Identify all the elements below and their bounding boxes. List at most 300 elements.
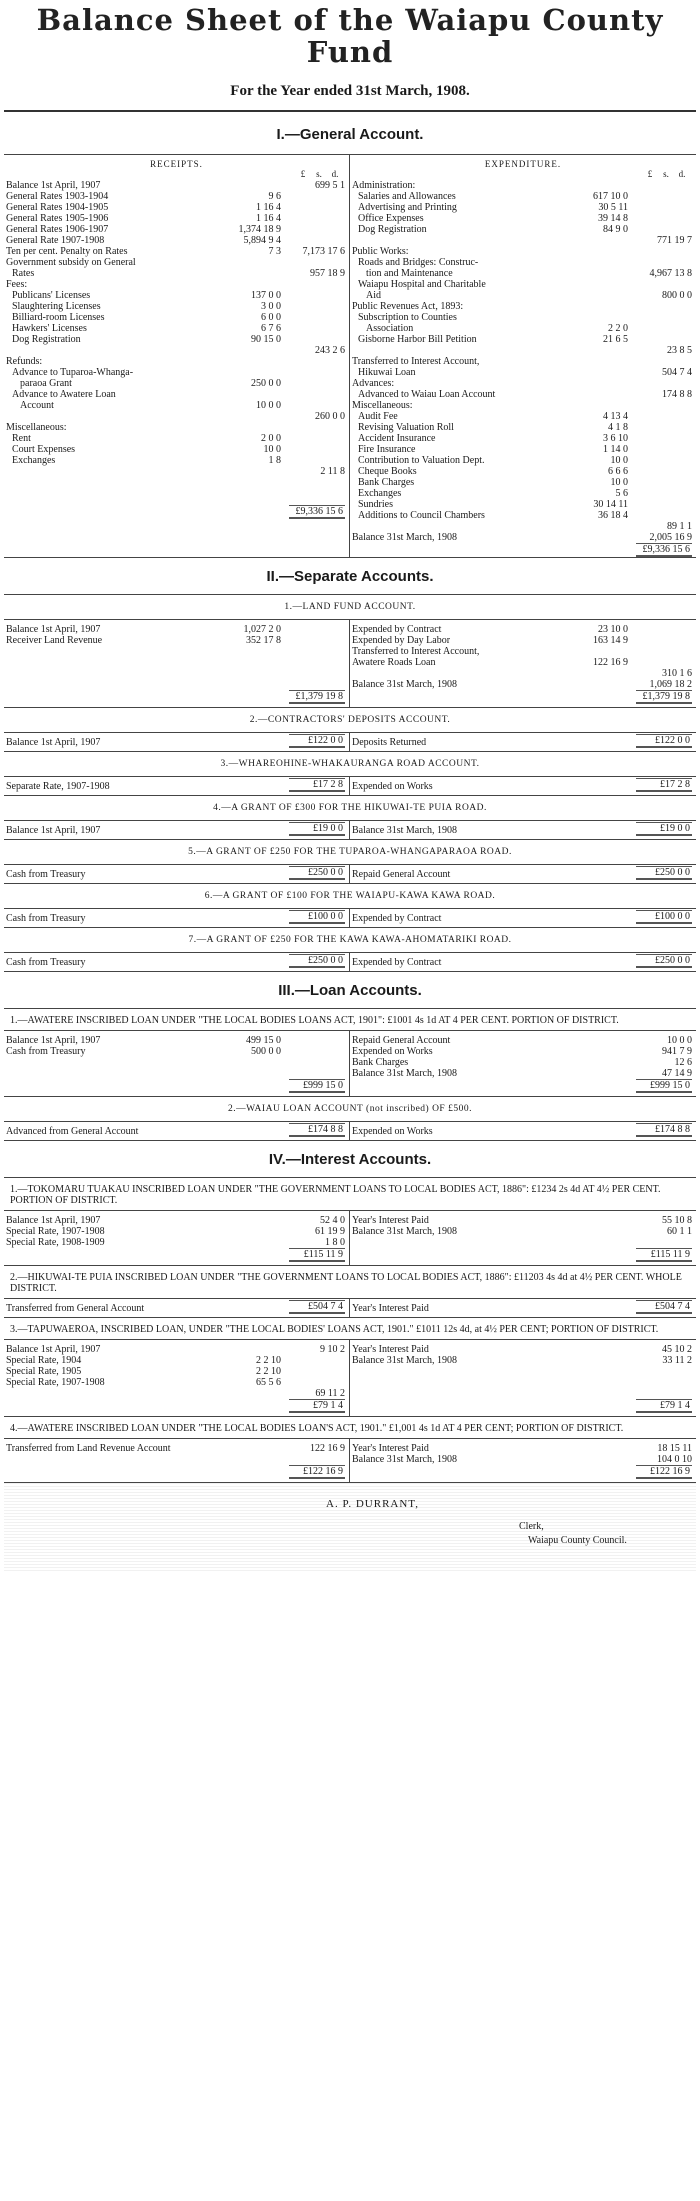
ledger-line (352, 499, 694, 510)
signatory-name: A. P. DURRANT, (326, 1498, 419, 1510)
line-label: General Rates 1906-1907 (6, 224, 109, 235)
line-label: Balance 31st March, 1908 (352, 1454, 457, 1465)
ledger-line (352, 312, 694, 323)
line-amount: 36 18 4 (598, 510, 628, 521)
line-label: Advance to Tuparoa-Whanga- (12, 367, 134, 378)
ledger-line (352, 356, 694, 367)
expenditure-lines (352, 180, 694, 543)
line-subtotal: 310 1 6 (662, 668, 692, 679)
debit-side (4, 821, 350, 839)
line-label: Balance 31st March, 1908 (352, 1355, 457, 1366)
ledger-line (352, 334, 694, 345)
credit-side (350, 1031, 696, 1096)
line-amount: 1 14 0 (603, 444, 628, 455)
line-label: Court Expenses (12, 444, 76, 455)
line-amount: 3 6 10 (603, 433, 628, 444)
line-amount: 163 14 9 (593, 635, 628, 646)
line-label: Exchanges (12, 455, 56, 466)
line-amount: 5 6 (615, 488, 628, 499)
line-label: Government subsidy on General (6, 257, 136, 268)
ledger-line (6, 334, 347, 345)
ledger-line (6, 411, 347, 422)
line-amount: 10 0 (610, 477, 628, 488)
line-amount: 2 2 0 (608, 323, 628, 334)
account-block (4, 928, 696, 972)
line-label: Year's Interest Paid (352, 1344, 429, 1355)
line-amount: 9 6 (268, 191, 281, 202)
ledger-line (352, 389, 694, 400)
line-label: Revising Valuation Roll (358, 422, 454, 433)
account-title: 1.—LAND FUND ACCOUNT. (284, 602, 416, 612)
line-label: Transferred to Interest Account, (352, 356, 480, 367)
line-amount: 30 5 11 (598, 202, 628, 213)
line-label: Balance 1st April, 1907 (6, 825, 101, 836)
ledger-line (352, 646, 694, 657)
line-label: Advanced to Waiau Loan Account (358, 389, 496, 400)
line-label: Special Rate, 1908-1909 (6, 1237, 105, 1248)
ledger-line (352, 1226, 694, 1237)
ledger-line (6, 433, 347, 444)
ledger-line (352, 268, 694, 279)
ledger-line (352, 1057, 694, 1068)
account-total: £250 0 0 (636, 954, 692, 968)
ledger-line (352, 510, 694, 521)
ledger-line (352, 521, 694, 532)
ledger-line (6, 400, 347, 411)
line-label: Additions to Council Chambers (358, 510, 485, 521)
ledger-line (352, 345, 694, 356)
line-label: Balance 31st March, 1908 (352, 532, 457, 543)
section-heading-loan: III.—Loan Accounts. (278, 982, 422, 999)
line-label: Hawkers' Licenses (12, 323, 87, 334)
account-total: £250 0 0 (289, 954, 345, 968)
account-total: £115 11 9 (636, 1248, 692, 1262)
debit-side (4, 777, 350, 795)
account-title: 7.—A GRANT OF £250 FOR THE KAWA KAWA-AHOMATARIKI ROAD. (188, 935, 512, 945)
account-total: £999 15 0 (636, 1079, 692, 1093)
account-total: £19 0 0 (289, 822, 345, 836)
ledger-line (6, 367, 347, 378)
credit-side (350, 1211, 696, 1265)
ledger-line (6, 356, 347, 367)
line-subtotal: 1,069 18 2 (649, 679, 692, 690)
ledger-line (352, 1355, 694, 1366)
line-label: Gisborne Harbor Bill Petition (358, 334, 477, 345)
line-label: Repaid General Account (352, 1035, 451, 1046)
line-amount: 90 15 0 (251, 334, 281, 345)
account-total: £250 0 0 (289, 866, 345, 880)
line-label: Year's Interest Paid (352, 1303, 429, 1314)
line-label: Dog Registration (358, 224, 427, 235)
ledger-line (6, 1443, 347, 1454)
line-subtotal: 60 1 1 (667, 1226, 692, 1237)
line-subtotal: 12 6 (674, 1057, 692, 1068)
account-title: 4.—AWATERE INSCRIBED LOAN UNDER "THE LOCAL BODIES LOAN'S ACT, 1901." £1,001 4s 1d AT 4 PER CENT; PORTION OF DISTRICT. (10, 1423, 624, 1434)
line-label: Cash from Treasury (6, 913, 86, 924)
debit-side (4, 1340, 350, 1416)
ledger-line (6, 466, 347, 477)
account-total: £79 1 4 (289, 1399, 345, 1413)
ledger-line (352, 378, 694, 389)
line-amount: 137 0 0 (251, 290, 281, 301)
line-subtotal: 61 19 9 (315, 1226, 345, 1237)
line-amount: 2 0 0 (261, 433, 281, 444)
line-label: Miscellaneous: (6, 422, 67, 433)
line-label: Rates (12, 268, 35, 279)
line-label: Transferred from Land Revenue Account (6, 1443, 171, 1454)
line-label: Public Works: (352, 246, 409, 257)
ledger-line (352, 1068, 694, 1079)
ledger-line (352, 224, 694, 235)
section-heading-general: I.—General Account. (276, 126, 424, 143)
line-subtotal: 23 8 5 (667, 345, 692, 356)
line-subtotal: 2,005 16 9 (649, 532, 692, 543)
ledger-line (6, 1344, 347, 1355)
account-block (4, 884, 696, 928)
line-subtotal: 957 18 9 (310, 268, 345, 279)
line-label: Cash from Treasury (6, 957, 86, 968)
line-amount: 23 10 0 (598, 624, 628, 635)
line-amount: 1 16 4 (256, 202, 281, 213)
line-label: Bank Charges (358, 477, 415, 488)
debit-side (4, 865, 350, 883)
line-label: Expended by Contract (352, 913, 442, 924)
line-label: Balance 31st March, 1908 (352, 825, 457, 836)
account-total: £250 0 0 (636, 866, 692, 880)
ledger-line (6, 1226, 347, 1237)
line-label: Expended by Contract (352, 624, 442, 635)
ledger-line (6, 444, 347, 455)
ledger-line (6, 455, 347, 466)
credit-side (350, 1340, 696, 1416)
line-amount: 2 2 10 (256, 1366, 281, 1377)
line-amount: 4 13 4 (603, 411, 628, 422)
ledger-line (6, 257, 347, 268)
line-label: tion and Maintenance (366, 268, 453, 279)
line-subtotal: 10 0 0 (667, 1035, 692, 1046)
credit-side (350, 1299, 696, 1317)
ledger-line (352, 235, 694, 246)
ledger-line (352, 444, 694, 455)
line-amount: 500 0 0 (251, 1046, 281, 1057)
line-amount: 2 2 10 (256, 1355, 281, 1366)
ledger-line (352, 400, 694, 411)
credit-side (350, 909, 696, 927)
line-label: Account (20, 400, 54, 411)
account-total: £1,379 19 8 (636, 690, 692, 704)
line-subtotal: 800 0 0 (662, 290, 692, 301)
account-title: 4.—A GRANT OF £300 FOR THE HIKUWAI-TE PUIA ROAD. (213, 803, 487, 813)
debit-side (4, 909, 350, 927)
line-amount: 5,894 9 4 (243, 235, 281, 246)
line-subtotal: 771 19 7 (657, 235, 692, 246)
line-amount: 3 0 0 (261, 301, 281, 312)
line-label: Year's Interest Paid (352, 1215, 429, 1226)
line-label: Cheque Books (358, 466, 417, 477)
debit-side (4, 1299, 350, 1317)
line-label: Expended on Works (352, 1126, 433, 1137)
account-total: £1,379 19 8 (289, 690, 345, 704)
line-label: General Rates 1903-1904 (6, 191, 109, 202)
account-block (4, 1417, 696, 1483)
line-label: Advanced from General Account (6, 1126, 139, 1137)
ledger-line (352, 367, 694, 378)
ledger-line (6, 246, 347, 257)
line-amount: 617 10 0 (593, 191, 628, 202)
line-amount: 499 15 0 (246, 1035, 281, 1046)
line-subtotal: 7,173 17 6 (302, 246, 345, 257)
line-amount: 4 1 8 (608, 422, 628, 433)
line-label: Separate Rate, 1907-1908 (6, 781, 110, 792)
ledger-line (352, 213, 694, 224)
masthead-subtitle: For the Year ended 31st March, 1908. (230, 83, 470, 99)
ledger-line (352, 466, 694, 477)
signatory-organisation: Waiapu County Council. (528, 1535, 627, 1546)
line-label: Transferred from General Account (6, 1303, 145, 1314)
ledger-line (352, 488, 694, 499)
lsd-heading: £ s. d. (300, 169, 339, 179)
line-label: Repaid General Account (352, 869, 451, 880)
line-subtotal: 104 0 10 (657, 1454, 692, 1465)
account-total: £122 16 9 (636, 1465, 692, 1479)
line-subtotal: 18 15 11 (657, 1443, 692, 1454)
interest-accounts (4, 1178, 696, 1483)
ledger-line (352, 290, 694, 301)
line-label: Special Rate, 1905 (6, 1366, 82, 1377)
receipts-lines (6, 180, 347, 477)
account-total: £174 8 8 (636, 1123, 692, 1137)
ledger-line (352, 635, 694, 646)
line-label: Expended on Works (352, 781, 433, 792)
account-title: 5.—A GRANT OF £250 FOR THE TUPAROA-WHANGAPARAOA ROAD. (188, 847, 512, 857)
expenditure-heading: EXPENDITURE. (484, 159, 562, 169)
line-subtotal: 174 8 8 (662, 389, 692, 400)
line-subtotal: 243 2 6 (315, 345, 345, 356)
line-label: Cash from Treasury (6, 1046, 86, 1057)
ledger-line (6, 224, 347, 235)
line-amount: 1,374 18 9 (238, 224, 281, 235)
section-heading-interest: IV.—Interest Accounts. (268, 1151, 432, 1168)
signature-block (4, 1483, 696, 1573)
account-total: £100 0 0 (289, 910, 345, 924)
line-subtotal: 4,967 13 8 (649, 268, 692, 279)
ledger-line (6, 1237, 347, 1248)
ledger-line (6, 1377, 347, 1388)
ledger-line (352, 422, 694, 433)
line-label: Expended by Day Labor (352, 635, 451, 646)
ledger-line (352, 1035, 694, 1046)
ledger-line (352, 301, 694, 312)
line-label: Audit Fee (358, 411, 398, 422)
debit-side (4, 953, 350, 971)
line-label: Special Rate, 1907-1908 (6, 1377, 105, 1388)
line-subtotal: 69 11 2 (315, 1388, 345, 1399)
line-amount: 30 14 11 (593, 499, 628, 510)
ledger-line (6, 378, 347, 389)
line-subtotal: 33 11 2 (662, 1355, 692, 1366)
account-total: £122 0 0 (636, 734, 692, 748)
line-label: Fire Insurance (358, 444, 416, 455)
line-subtotal: 9 10 2 (320, 1344, 345, 1355)
ledger-line (6, 624, 347, 635)
line-subtotal: 699 5 1 (315, 180, 345, 191)
line-label: Refunds: (6, 356, 43, 367)
line-label: Balance 31st March, 1908 (352, 679, 457, 690)
line-label: General Rate 1907-1908 (6, 235, 105, 246)
line-label: Rent (12, 433, 31, 444)
account-total: £17 2 8 (289, 778, 345, 792)
line-label: Sundries (358, 499, 393, 510)
loan-accounts (4, 1009, 696, 1141)
line-label: Balance 31st March, 1908 (352, 1226, 457, 1237)
section-heading-separate: II.—Separate Accounts. (266, 568, 434, 585)
line-amount: 10 0 (610, 455, 628, 466)
line-label: Billiard-room Licenses (12, 312, 105, 323)
ledger-line (352, 668, 694, 679)
account-block (4, 752, 696, 796)
line-label: Ten per cent. Penalty on Rates (6, 246, 128, 257)
line-amount: 21 6 5 (603, 334, 628, 345)
line-label: Balance 1st April, 1907 (6, 1215, 101, 1226)
account-total: £504 7 4 (289, 1300, 345, 1314)
account-title: 2.—CONTRACTORS' DEPOSITS ACCOUNT. (249, 715, 451, 725)
ledger-line (352, 1046, 694, 1057)
line-subtotal: 504 7 4 (662, 367, 692, 378)
masthead-title: Balance Sheet of the Waiapu County Fund (36, 3, 664, 69)
line-label: Balance 1st April, 1907 (6, 737, 101, 748)
line-label: Administration: (352, 180, 416, 191)
ledger-line (352, 433, 694, 444)
line-label: Bank Charges (352, 1057, 409, 1068)
account-block (4, 1178, 696, 1266)
line-amount: 1 8 (268, 455, 281, 466)
account-block (4, 595, 696, 708)
line-amount: 10 0 (263, 444, 281, 455)
ledger-line (352, 257, 694, 268)
line-label: Awatere Roads Loan (352, 657, 436, 668)
line-label: Balance 1st April, 1907 (6, 180, 101, 191)
ledger-line (352, 202, 694, 213)
line-label: Receiver Land Revenue (6, 635, 103, 646)
line-subtotal: 122 16 9 (310, 1443, 345, 1454)
credit-side (350, 1439, 696, 1482)
ledger-line (6, 312, 347, 323)
line-subtotal: 941 7 9 (662, 1046, 692, 1057)
line-label: Accident Insurance (358, 433, 436, 444)
line-label: Balance 31st March, 1908 (352, 1068, 457, 1079)
ledger-line (6, 202, 347, 213)
line-label: Hikuwai Loan (358, 367, 416, 378)
account-title: 2.—WAIAU LOAN ACCOUNT (not inscribed) OF £500. (228, 1104, 472, 1114)
line-label: Special Rate, 1907-1908 (6, 1226, 105, 1237)
account-total: £19 0 0 (636, 822, 692, 836)
ledger-line (6, 268, 347, 279)
lsd-heading: £ s. d. (647, 169, 686, 179)
line-amount: 122 16 9 (593, 657, 628, 668)
line-label: Subscription to Counties (358, 312, 457, 323)
ledger-line (352, 323, 694, 334)
account-total: £115 11 9 (289, 1248, 345, 1262)
line-subtotal: 55 10 8 (662, 1215, 692, 1226)
line-label: General Rates 1904-1905 (6, 202, 109, 213)
receipts-heading: RECEIPTS. (150, 159, 203, 169)
account-total: £122 0 0 (289, 734, 345, 748)
ledger-line (352, 455, 694, 466)
account-total: £504 7 4 (636, 1300, 692, 1314)
line-label: Fees: (6, 279, 28, 290)
account-total: £79 1 4 (636, 1399, 692, 1413)
general-account-table (4, 155, 696, 557)
line-amount: 1,027 2 0 (243, 624, 281, 635)
line-label: Roads and Bridges: Construc- (358, 257, 479, 268)
line-amount: 1 16 4 (256, 213, 281, 224)
ledger-line (6, 290, 347, 301)
ledger-line (6, 422, 347, 433)
line-subtotal: 45 10 2 (662, 1344, 692, 1355)
line-subtotal: 2 11 8 (320, 466, 345, 477)
credit-side (350, 953, 696, 971)
account-block (4, 1097, 696, 1141)
signatory-role: Clerk, (519, 1521, 544, 1532)
ledger-line (352, 679, 694, 690)
credit-side (350, 1122, 696, 1140)
line-amount: 7 3 (268, 246, 281, 257)
line-label: Public Revenues Act, 1893: (352, 301, 464, 312)
separate-accounts (4, 595, 696, 972)
ledger-line (6, 323, 347, 334)
line-label: Balance 1st April, 1907 (6, 1035, 101, 1046)
line-amount: 65 5 6 (256, 1377, 281, 1388)
ledger-line (352, 532, 694, 543)
line-amount: 10 0 0 (256, 400, 281, 411)
ledger-line (6, 1388, 347, 1399)
ledger-line (352, 246, 694, 257)
ledger-line (6, 301, 347, 312)
ledger-line (6, 180, 347, 191)
credit-side (350, 821, 696, 839)
line-label: Miscellaneous: (352, 400, 413, 411)
line-label: Association (366, 323, 414, 334)
line-subtotal: 52 4 0 (320, 1215, 345, 1226)
line-label: Aid (366, 290, 381, 301)
line-label: Salaries and Allowances (358, 191, 456, 202)
line-label: Dog Registration (12, 334, 81, 345)
account-block (4, 796, 696, 840)
ledger-line (352, 1454, 694, 1465)
line-amount: 6 6 6 (608, 466, 628, 477)
line-label: Advance to Awatere Loan (12, 389, 116, 400)
ledger-line (6, 1035, 347, 1046)
line-label: Balance 1st April, 1907 (6, 1344, 101, 1355)
account-block (4, 1009, 696, 1097)
line-amount: 6 7 6 (261, 323, 281, 334)
receipts-total: £9,336 15 6 (6, 505, 347, 519)
ledger-line (352, 477, 694, 488)
ledger-line (6, 635, 347, 646)
account-title: 6.—A GRANT OF £100 FOR THE WAIAPU-KAWA KAWA ROAD. (204, 891, 496, 901)
line-amount: 250 0 0 (251, 378, 281, 389)
ledger-line (6, 345, 347, 356)
debit-side (4, 1031, 350, 1096)
line-amount: 84 9 0 (603, 224, 628, 235)
account-block (4, 708, 696, 752)
line-subtotal: 89 1 1 (667, 521, 692, 532)
account-block (4, 1318, 696, 1417)
line-label: Cash from Treasury (6, 869, 86, 880)
debit-side (4, 1439, 350, 1482)
line-label: Expended on Works (352, 1046, 433, 1057)
line-label: Advances: (352, 378, 395, 389)
